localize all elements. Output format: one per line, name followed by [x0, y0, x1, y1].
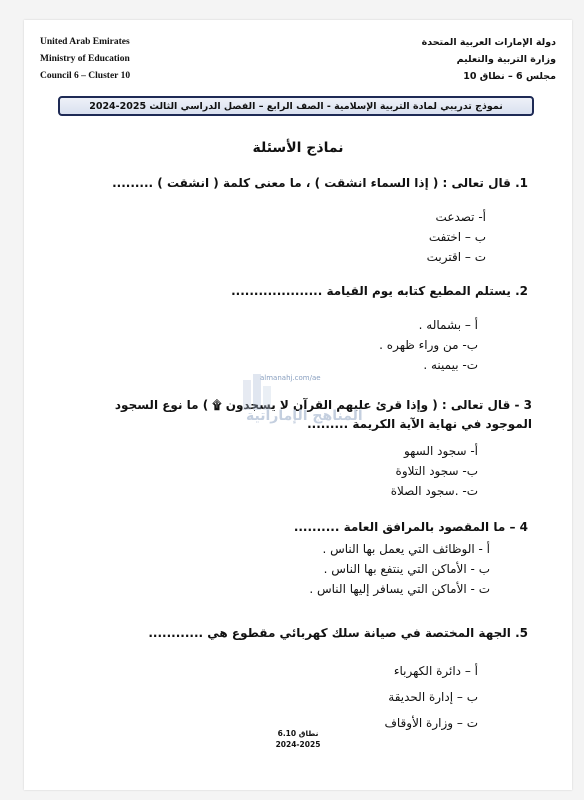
q1-option-a[interactable]: أ- تصدعت	[435, 210, 486, 224]
page-title: نماذج الأسئلة	[252, 140, 344, 156]
exam-page	[24, 20, 572, 790]
q5-option-c[interactable]: ت – وزارة الأوقاف	[384, 716, 478, 730]
q2-option-c[interactable]: ت- بيمينه .	[423, 358, 478, 372]
banner-text: نموذج تدريبي لمادة التربية الإسلامية - الصف الرابع – الفصل الدراسي الثالث 2025-2024	[89, 100, 503, 112]
header-arabic	[422, 34, 556, 85]
q3-option-c[interactable]: ت- .سجود الصلاة	[390, 484, 478, 498]
header-ministry-ar: وزارة التربية والتعليم	[456, 54, 556, 65]
exam-banner	[58, 96, 534, 116]
footer-year: 2024-2025	[275, 740, 321, 749]
q1-option-c[interactable]: ت – اقتربت	[426, 250, 486, 264]
header-council-ar: مجلس 6 – نطاق 10	[463, 71, 556, 82]
page-footer	[24, 728, 572, 750]
header-council: Council 6 – Cluster 10	[40, 71, 131, 81]
q1-option-b[interactable]: ب – اختفت	[428, 230, 486, 244]
header-country: United Arab Emirates	[40, 37, 130, 47]
header-english	[40, 34, 130, 85]
question-3: 3 - قال تعالى : ( وإذا قرئ عليهم القرآن لا يسجدون ۩ ) ما نوع السجود الموجود في نهاية الآية الكريمة .........	[114, 398, 532, 431]
q4-option-a[interactable]: أ - الوظائف التي يعمل بها الناس .	[322, 542, 490, 556]
q2-option-a[interactable]: أ – بشماله .	[418, 318, 478, 332]
q2-option-b[interactable]: ب- من وراء ظهره .	[379, 338, 478, 352]
q3-option-a[interactable]: أ- سجود السهو	[403, 444, 478, 458]
q4-option-b[interactable]: ب - الأماكن التي ينتفع بها الناس .	[323, 562, 490, 576]
q4-option-c[interactable]: ت - الأماكن التي يسافر إليها الناس .	[309, 582, 490, 596]
header-ministry: Ministry of Education	[40, 54, 130, 64]
q3-option-b[interactable]: ب- سجود التلاوة	[395, 464, 478, 478]
watermark-text: المناهج الإماراتية	[246, 408, 363, 424]
question-1: 1. قال تعالى : ( إذا السماء انشقت ) ، ما معنى كلمة ( انشقت ) .........	[112, 176, 528, 190]
header-country-ar: دولة الإمارات العربية المتحدة	[421, 37, 556, 48]
q5-option-b[interactable]: ب – إدارة الحديقة	[388, 690, 478, 704]
question-4: 4 – ما المقصود بالمرافق العامة ..........	[293, 520, 528, 534]
question-2: 2. يستلم المطيع كتابه يوم القيامة ....................	[231, 284, 528, 298]
footer-cluster: نطاق 6.10	[277, 729, 319, 738]
watermark-url: almanahj.com/ae	[260, 374, 321, 382]
q5-option-a[interactable]: أ – دائرة الكهرباء	[393, 664, 478, 678]
question-5: 5. الجهة المختصة في صيانة سلك كهربائي مقطوع هي ............	[148, 626, 528, 640]
